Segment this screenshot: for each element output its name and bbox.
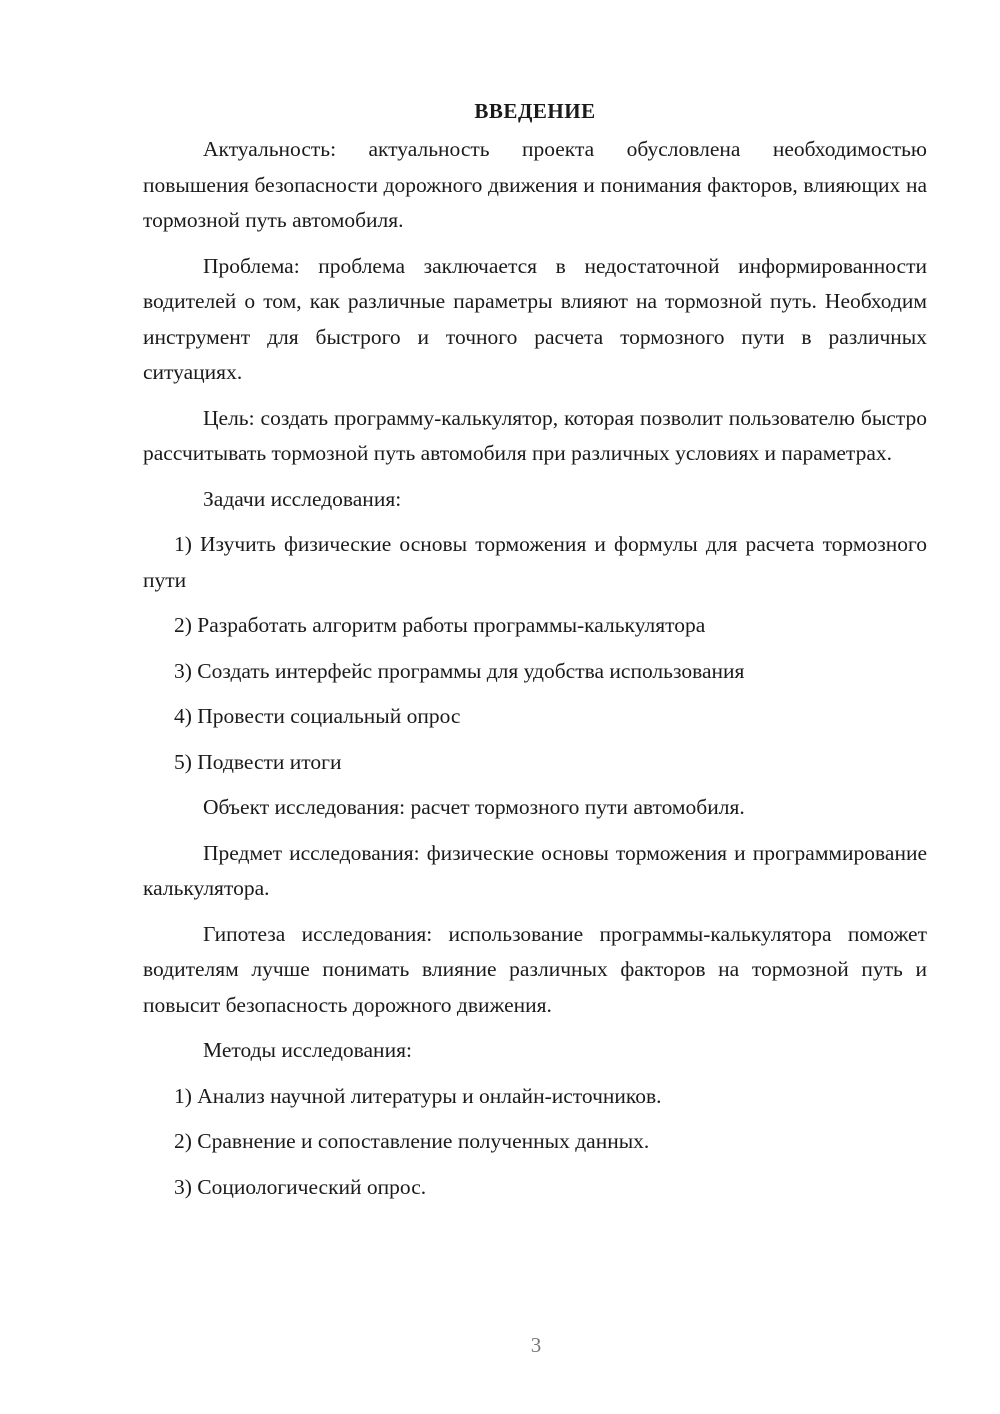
method-item-3: 3) Социологический опрос. bbox=[174, 1174, 427, 1199]
task-item-3: 3) Создать интерфейс программы для удобства использования bbox=[174, 658, 745, 683]
problem-paragraph: Проблема: проблема заключается в недостаточной информированности водителей о том, как различные параметры влияют на тормозной путь. Необходим инструмент для быстрого и точного расчета тормозного пути в различных ситуациях. bbox=[143, 253, 927, 384]
method-item-1: 1) Анализ научной литературы и онлайн-источников. bbox=[174, 1083, 662, 1108]
method-item-2: 2) Сравнение и сопоставление полученных данных. bbox=[174, 1129, 650, 1153]
object-paragraph: Объект исследования: расчет тормозного пути автомобиля. bbox=[203, 795, 745, 819]
relevance-paragraph: Актуальность: актуальность проекта обусловлена необходимостью повышения безопасности дорожного движения и понимания факторов, влияющих на тормозной путь автомобиля. bbox=[143, 137, 927, 232]
methods-heading: Методы исследования: bbox=[203, 1038, 412, 1062]
goal-paragraph: Цель: создать программу-калькулятор, которая позволит пользователю быстро рассчитывать тормозной путь автомобиля при различных условиях и параметрах. bbox=[143, 405, 927, 465]
task-item-5: 5) Подвести итоги bbox=[174, 749, 342, 774]
hypothesis-paragraph: Гипотеза исследования: использование программы-калькулятора поможет водителям лучше понимать влияние различных факторов на тормозной путь и повысит безопасность дорожного движения. bbox=[143, 921, 927, 1017]
task-item-4: 4) Провести социальный опрос bbox=[174, 704, 461, 728]
page-content bbox=[143, 96, 927, 1215]
task-item-1: 1) Изучить физические основы торможения и формулы для расчета тормозного пути bbox=[143, 532, 927, 592]
page-title: ВВЕДЕНИЕ bbox=[474, 99, 596, 123]
subject-paragraph: Предмет исследования: физические основы торможения и программирование калькулятора. bbox=[143, 840, 927, 900]
task-item-2: 2) Разработать алгоритм работы программы-калькулятора bbox=[174, 613, 706, 637]
tasks-heading: Задачи исследования: bbox=[203, 486, 402, 511]
page-number: 3 bbox=[530, 1333, 542, 1357]
